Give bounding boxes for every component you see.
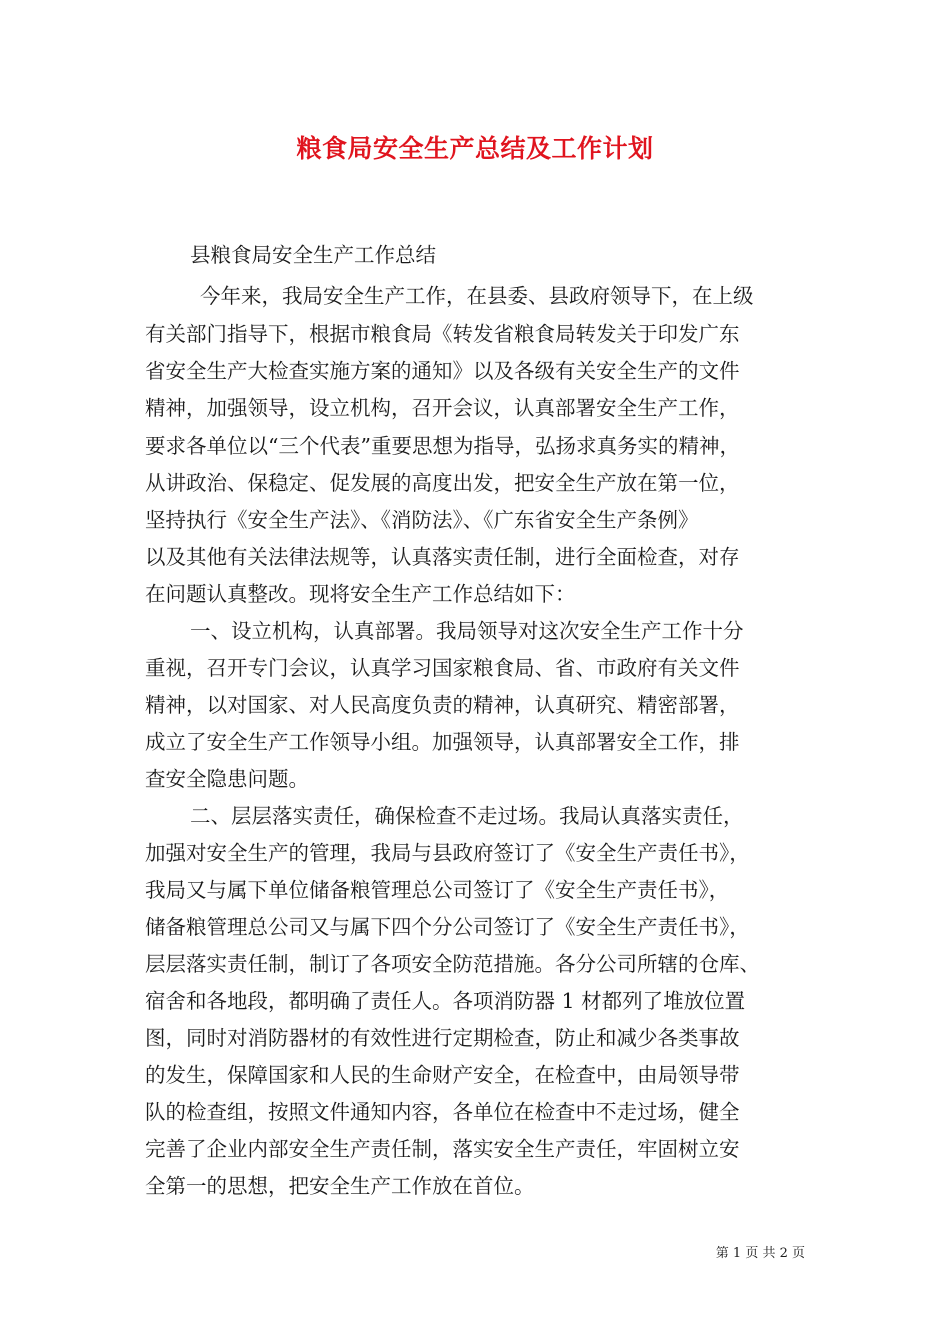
text-line: 宿舍和各地段，都明确了责任人。各项消防器 1 材都列了堆放位置 — [145, 989, 746, 1013]
text-line: 的发生，保障国家和人民的生命财产安全，在检查中，由局领导带 — [145, 1063, 740, 1087]
text-line: 重视，召开专门会议，认真学习国家粮食局、省、市政府有关文件 — [145, 656, 740, 680]
text-line: 有关部门指导下，根据市粮食局《转发省粮食局转发关于印发广东 — [145, 322, 740, 346]
text-line: 我局又与属下单位储备粮管理总公司签订了《安全生产责任书》， — [145, 878, 730, 902]
text-line: 储备粮管理总公司又与属下四个分公司签订了《安全生产责任书》， — [145, 915, 750, 939]
text-line: 精神，加强领导，设立机构，召开会议，认真部署安全生产工作， — [145, 396, 740, 420]
text-line: 加强对安全生产的管理，我局与县政府签订了《安全生产责任书》， — [145, 841, 750, 865]
text-line: 成立了安全生产工作领导小组。加强领导，认真部署安全工作，排 — [145, 730, 740, 754]
text-line: 全第一的思想，把安全生产工作放在首位。 — [145, 1174, 535, 1198]
text-line: 坚持执行《安全生产法》、《消防法》、《广东省安全生产条例》 — [145, 508, 699, 532]
text-line: 查安全隐患问题。 — [145, 767, 309, 791]
text-line: 精神，以对国家、对人民高度负责的精神，认真研究、精密部署， — [145, 693, 740, 717]
text-line: 省安全生产大检查实施方案的通知》以及各级有关安全生产的文件 — [145, 359, 740, 383]
section-subtitle: 县粮食局安全生产工作总结 — [190, 243, 436, 267]
text-line: 今年来，我局安全生产工作，在县委、县政府领导下，在上级 — [200, 284, 754, 308]
text-line: 从讲政治、保稳定、促发展的高度出发，把安全生产放在第一位， — [145, 471, 740, 495]
text-line: 以及其他有关法律法规等，认真落实责任制，进行全面检查，对存 — [145, 545, 740, 569]
text-line: 完善了企业内部安全生产责任制，落实安全生产责任，牢固树立安 — [145, 1137, 740, 1161]
text-line: 在问题认真整改。现将安全生产工作总结如下： — [145, 582, 576, 606]
text-line: 一、设立机构，认真部署。我局领导对这次安全生产工作十分 — [190, 619, 744, 643]
text-line: 图，同时对消防器材的有效性进行定期检查，防止和减少各类事故 — [145, 1026, 740, 1050]
text-line: 队的检查组，按照文件通知内容，各单位在检查中不走过场，健全 — [145, 1100, 740, 1124]
page-number: 第 1 页 共 2 页 — [715, 1246, 805, 1261]
text-line: 层层落实责任制，制订了各项安全防范措施。各分公司所辖的仓库、 — [145, 952, 760, 976]
text-line: 要求各单位以“三个代表”重要思想为指导，弘扬求真务实的精神， — [145, 434, 740, 458]
document-title: 粮食局安全生产总结及工作计划 — [296, 134, 654, 163]
text-line: 二、层层落实责任，确保检查不走过场。我局认真落实责任， — [190, 804, 744, 828]
